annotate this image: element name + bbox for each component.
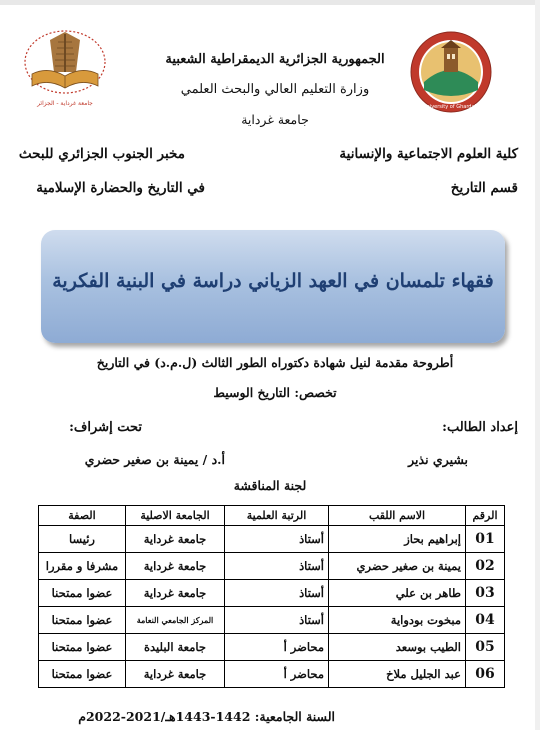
table-row — [39, 580, 505, 607]
member-name: إبراهيم بحاز — [329, 526, 466, 553]
republic-heading: الجمهورية الجزائرية الديمقراطية الشعبية — [165, 52, 385, 67]
member-role: عضوا ممتحنا — [39, 661, 126, 688]
header-name: الاسم اللقب — [329, 506, 466, 526]
header-university: الجامعة الاصلية — [126, 506, 225, 526]
member-university: جامعة غرداية — [126, 553, 225, 580]
left-logo-caption: جامعة غرداية - الجزائر — [37, 100, 93, 107]
supervisor-name: أ.د / يمينة بن صغير حضري — [84, 452, 225, 467]
jury-table — [38, 505, 505, 688]
page-top-edge — [0, 0, 540, 5]
row-number: 03 — [466, 580, 505, 607]
faculty-name: كلية العلوم الاجتماعية والإنسانية — [339, 146, 518, 162]
table-row — [39, 607, 505, 634]
member-role: عضوا ممتحنا — [39, 580, 126, 607]
member-rank: أستاذ — [225, 580, 329, 607]
thesis-title-box — [41, 230, 505, 343]
right-logo-caption: University of Ghardaia — [423, 104, 479, 110]
thesis-title: فقهاء تلمسان في العهد الزياني دراسة في البنية الفكرية — [52, 270, 494, 292]
member-name: مبخوت بودواية — [329, 607, 466, 634]
member-university: جامعة غرداية — [126, 661, 225, 688]
row-number: 02 — [466, 553, 505, 580]
member-role: مشرفا و مقررا — [39, 553, 126, 580]
table-row — [39, 661, 505, 688]
header-number: الرقم — [466, 506, 505, 526]
ministry-heading: وزارة التعليم العالي والبحث العلمي — [180, 82, 370, 97]
prepared-by-label: إعداد الطالب: — [442, 420, 518, 435]
member-rank: أستاذ — [225, 553, 329, 580]
header-rank: الرتبة العلمية — [225, 506, 329, 526]
supervision-label: تحت إشراف: — [69, 420, 142, 435]
member-name: يمينة بن صغير حضري — [329, 553, 466, 580]
member-name: عبد الجليل ملاخ — [329, 661, 466, 688]
member-rank: محاضر أ — [225, 661, 329, 688]
member-university: جامعة البليدة — [126, 634, 225, 661]
thesis-specialty: تخصص: التاريخ الوسيط — [213, 385, 337, 400]
lab-name-line2: في التاريخ والحضارة الإسلامية — [36, 180, 205, 196]
table-row — [39, 526, 505, 553]
member-rank: أستاذ — [225, 607, 329, 634]
member-role: عضوا ممتحنا — [39, 607, 126, 634]
member-role: رئيسا — [39, 526, 126, 553]
table-row — [39, 553, 505, 580]
member-university: جامعة غرداية — [126, 580, 225, 607]
lab-name-line1: مخبر الجنوب الجزائري للبحث — [18, 146, 185, 162]
university-seal-right-logo — [408, 28, 494, 116]
table-row — [39, 634, 505, 661]
jury-table-header-row — [39, 506, 505, 526]
row-number: 04 — [466, 607, 505, 634]
academic-year: السنة الجامعية: 1442-1443هـ/2021-2022م — [78, 709, 335, 724]
header-role: الصفة — [39, 506, 126, 526]
university-heading: جامعة غرداية — [241, 112, 309, 127]
committee-title: لجنة المناقشة — [233, 478, 307, 493]
row-number: 01 — [466, 526, 505, 553]
row-number: 05 — [466, 634, 505, 661]
member-university: المركز الجامعي النعامة — [126, 607, 225, 634]
thesis-description: أطروحة مقدمة لنيل شهادة دكتوراه الطور الثالث (ل.م.د) في التاريخ — [96, 355, 454, 370]
member-name: الطيب بوسعد — [329, 634, 466, 661]
member-role: عضوا ممتحنا — [39, 634, 126, 661]
member-university: جامعة غرداية — [126, 526, 225, 553]
member-name: طاهر بن علي — [329, 580, 466, 607]
page-right-edge — [535, 0, 540, 730]
department-name: قسم التاريخ — [450, 180, 518, 196]
university-emblem-left-logo — [10, 28, 120, 110]
student-name: بشيري نذير — [408, 452, 468, 467]
member-rank: محاضر أ — [225, 634, 329, 661]
member-rank: أستاذ — [225, 526, 329, 553]
row-number: 06 — [466, 661, 505, 688]
